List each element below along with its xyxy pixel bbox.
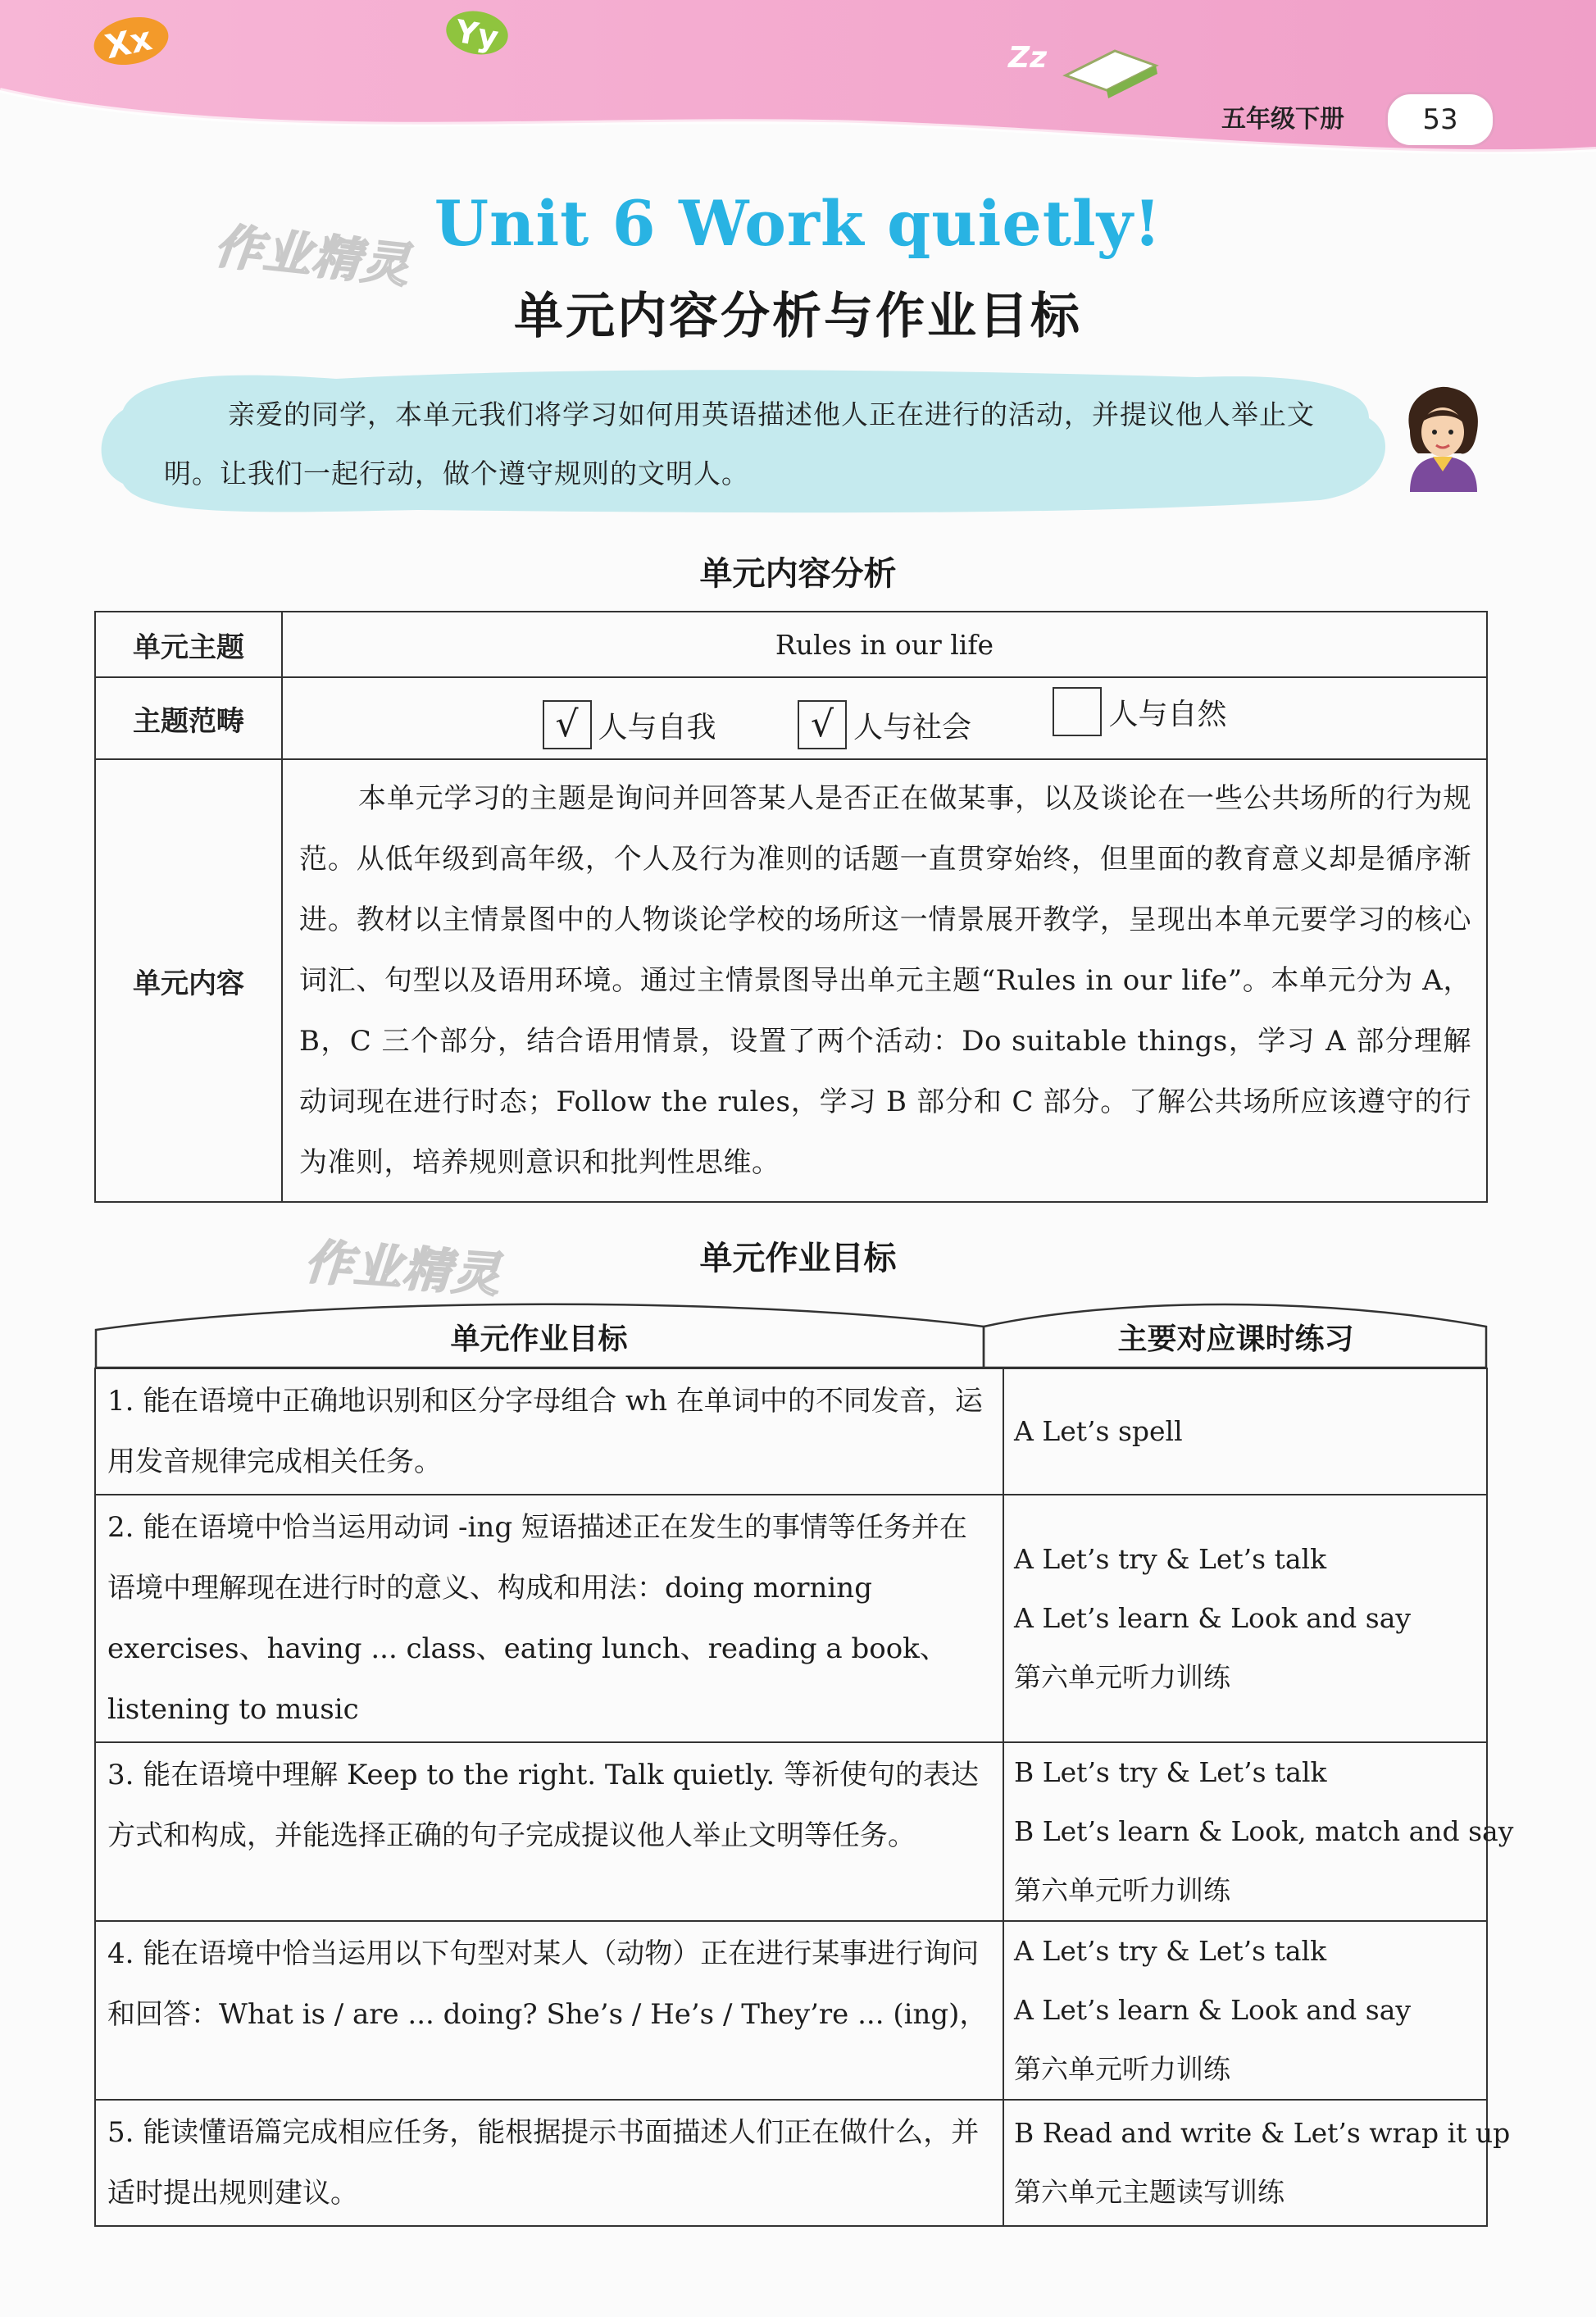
theme-label: 单元主题	[95, 612, 282, 677]
scope-option-society	[798, 700, 971, 749]
practice-item: 第六单元听力训练	[1014, 1874, 1230, 1906]
goal-text: 5. 能读懂语篇完成相应任务，能根据提示书面描述人们正在做什么，并适时提出规则建议。	[95, 2100, 1003, 2226]
goal-row-1	[95, 1368, 1487, 1495]
content-row	[95, 759, 1487, 1202]
practice-item: B Let’s learn & Look, match and say	[1014, 1815, 1514, 1847]
goal-row-3	[95, 1742, 1487, 1921]
practice-item: 第六单元主题读写训练	[1014, 2176, 1285, 2208]
header-banner	[0, 0, 1596, 172]
practice-cell	[1003, 1495, 1487, 1742]
unit-title: Unit 6 Work quietly!	[434, 187, 1162, 260]
letter-yy: Yy	[452, 12, 502, 57]
scope-option-label: 人与自然	[1108, 697, 1227, 731]
scope-option-self	[543, 700, 716, 749]
theme-row	[95, 612, 1487, 677]
practice-item: A Let’s spell	[1014, 1415, 1183, 1447]
analysis-table	[94, 611, 1488, 1203]
practice-cell	[1003, 1742, 1514, 1921]
letter-zz: Zz	[1008, 41, 1048, 75]
practice-item: A Let’s learn & Look and say	[1014, 1602, 1412, 1634]
goal-text: 3. 能在语境中理解 Keep to the right. Talk quietly. 等祈使句的表达方式和构成，并能选择正确的句子完成提议他人举止文明等任务。	[95, 1742, 1003, 1921]
checkbox-checked: √	[798, 700, 847, 749]
goal-text: 1. 能在语境中正确地识别和区分字母组合 wh 在单词中的不同发音，运用发音规律完成相关任务。	[95, 1368, 1003, 1495]
goal-row-4	[95, 1921, 1487, 2100]
letter-xx: Xx	[102, 20, 156, 67]
grade-label: 五年级下册	[1221, 105, 1344, 134]
content-label: 单元内容	[95, 759, 282, 1202]
goal-text: 4. 能在语境中恰当运用以下句型对某人（动物）正在进行某事进行询问和回答：What is / are ... doing? She’s / He’s / They’re ... (ing)，	[95, 1921, 1003, 2100]
goals-table	[94, 1368, 1514, 2227]
watermark-logo: 作业精灵	[302, 1233, 503, 1304]
goals-section-title: 单元作业目标	[699, 1240, 897, 1277]
checkbox-unchecked	[1053, 687, 1102, 736]
practice-item: A Let’s try & Let’s talk	[1014, 1935, 1327, 1967]
scope-option-nature	[1053, 687, 1226, 736]
intro-text: 亲爱的同学，本单元我们将学习如何用英语描述他人正在进行的活动，并提议他人举止文明。让我们一起行动，做个遵守规则的文明人。	[164, 398, 1315, 489]
analysis-section-title: 单元内容分析	[699, 555, 897, 593]
scope-option-label: 人与社会	[853, 710, 971, 744]
page-number: 53	[1385, 92, 1495, 148]
goal-row-5	[95, 2100, 1487, 2226]
scope-options	[282, 677, 1487, 759]
teacher-girl-illustration	[1385, 381, 1500, 492]
checkbox-checked: √	[543, 700, 592, 749]
practice-item: A Let’s learn & Look and say	[1014, 1994, 1412, 2026]
theme-value: Rules in our life	[282, 612, 1487, 677]
practice-cell	[1003, 1921, 1487, 2100]
watermark-logo: 作业精灵	[211, 217, 414, 294]
page-subtitle: 单元内容分析与作业目标	[514, 288, 1082, 345]
goal-row-2	[95, 1495, 1487, 1742]
practice-item: B Read and write & Let’s wrap it up	[1014, 2117, 1511, 2149]
goals-column-header: 单元作业目标	[450, 1322, 628, 1356]
goal-text: 2. 能在语境中恰当运用动词 -ing 短语描述正在发生的事情等任务并在语境中理解现在进行时的意义、构成和用法：doing morning exercises、having ... class、eating lunch、reading a book、listening to music	[95, 1495, 1003, 1742]
content-text: 本单元学习的主题是询问并回答某人是否正在做某事，以及谈论在一些公共场所的行为规范。从低年级到高年级，个人及行为准则的话题一直贯穿始终，但里面的教育意义却是循序渐进。教材以主情景图中的人物谈论学校的场所这一情景展开教学，呈现出本单元要学习的核心词汇、句型以及语用环境。通过主情景图导出单元主题“Rules in our life”。本单元分为 A，B，C 三个部分，结合语用情景，设置了两个活动：Do suitable things，学习 A 部分理解动词现在进行时态；Follow the rules，学习 B 部分和 C 部分。了解公共场所应该遵守的行为准则，培养规则意识和批判性思维。	[299, 782, 1471, 1179]
practice-item: 第六单元听力训练	[1014, 1661, 1230, 1693]
practice-cell	[1003, 2100, 1511, 2226]
scope-option-label: 人与自我	[598, 710, 716, 744]
content-cell	[282, 759, 1487, 1202]
scope-label: 主题范畴	[95, 677, 282, 759]
practice-item: B Let’s try & Let’s talk	[1014, 1756, 1327, 1788]
practice-item: A Let’s try & Let’s talk	[1014, 1543, 1327, 1575]
practice-cell	[1003, 1368, 1487, 1495]
scope-row	[95, 677, 1487, 759]
practice-item: 第六单元听力训练	[1014, 2053, 1230, 2085]
practice-column-header: 主要对应课时练习	[1117, 1322, 1354, 1356]
